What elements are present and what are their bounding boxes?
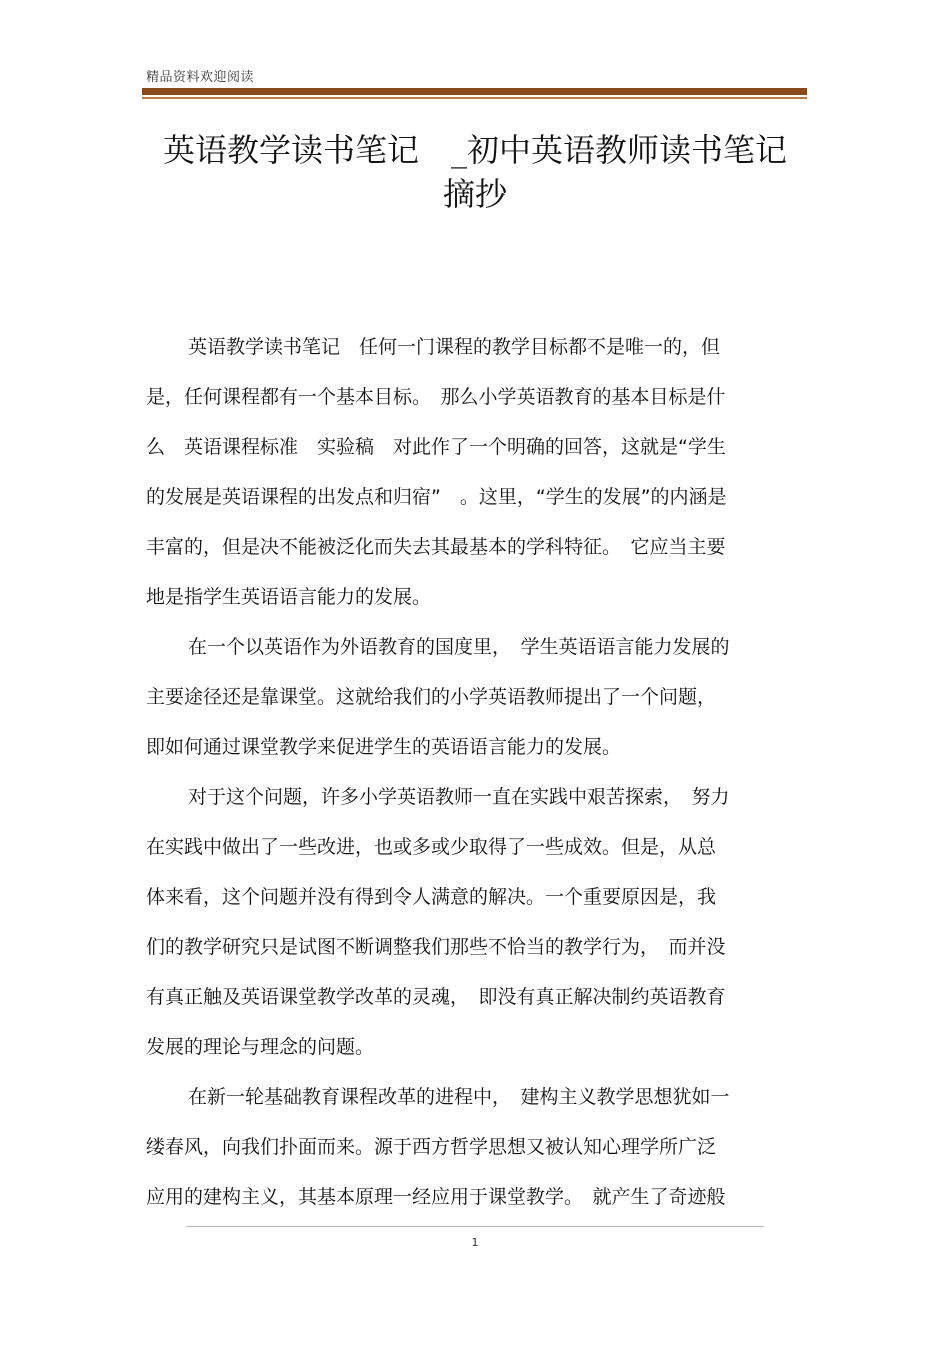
- body-line: 应用的建构主义，其基本原理一经应用于课堂教学。 就产生了奇迹般: [146, 1186, 726, 1208]
- body-line: 在实践中做出了一些改进，也或多或少取得了一些成效。但是，从总: [146, 836, 717, 858]
- body-line: 么 英语课程标准 实验稿 对此作了一个明确的回答，这就是“学生: [146, 436, 726, 458]
- page-number: 1: [471, 1236, 479, 1249]
- header-rule-thin: [142, 97, 807, 99]
- footer-rule: [186, 1226, 764, 1227]
- running-header: 精品资料欢迎阅读: [146, 70, 255, 85]
- header-rule: [142, 88, 807, 100]
- header-rule-thick: [142, 88, 807, 95]
- document-body: [146, 322, 810, 1222]
- body-line: 缕春风，向我们扑面而来。源于西方哲学思想又被认知心理学所广泛: [146, 1136, 717, 1158]
- document-title: [140, 128, 810, 216]
- body-line: 有真正触及英语课堂教学改革的灵魂， 即没有真正解决制约英语教育: [146, 986, 726, 1008]
- body-line: 丰富的，但是决不能被泛化而失去其最基本的学科特征。 它应当主要: [146, 536, 726, 558]
- body-line: 地是指学生英语语言能力的发展。: [146, 586, 432, 608]
- body-line: 在一个以英语作为外语教育的国度里， 学生英语语言能力发展的: [188, 636, 730, 658]
- body-line: 在新一轮基础教育课程改革的进程中， 建构主义教学思想犹如一: [188, 1086, 730, 1108]
- body-line: 们的教学研究只是试图不断调整我们那些不恰当的教学行为， 而并没: [146, 936, 726, 958]
- title-line-2: 摘抄: [442, 175, 507, 213]
- body-line: 即如何通过课堂教学来促进学生的英语语言能力的发展。: [146, 736, 622, 758]
- body-line: 英语教学读书笔记 任何一门课程的教学目标都不是唯一的，但: [188, 336, 721, 358]
- body-line: 主要途径还是靠课堂。这就给我们的小学英语教师提出了一个问题，: [146, 686, 717, 708]
- body-line: 的发展是英语课程的出发点和归宿” 。这里，“学生的发展”的内涵是: [146, 486, 727, 508]
- body-line: 对于这个问题，许多小学英语教师一直在实践中艰苦探索， 努力: [188, 786, 730, 808]
- body-line: 体来看，这个问题并没有得到令人满意的解决。一个重要原因是，我: [146, 886, 717, 908]
- body-line: 发展的理论与理念的问题。: [146, 1036, 375, 1058]
- body-line: 是，任何课程都有一个基本目标。 那么小学英语教育的基本目标是什: [146, 386, 726, 408]
- title-line-1: 英语教学读书笔记 _初中英语教师读书笔记: [162, 131, 787, 169]
